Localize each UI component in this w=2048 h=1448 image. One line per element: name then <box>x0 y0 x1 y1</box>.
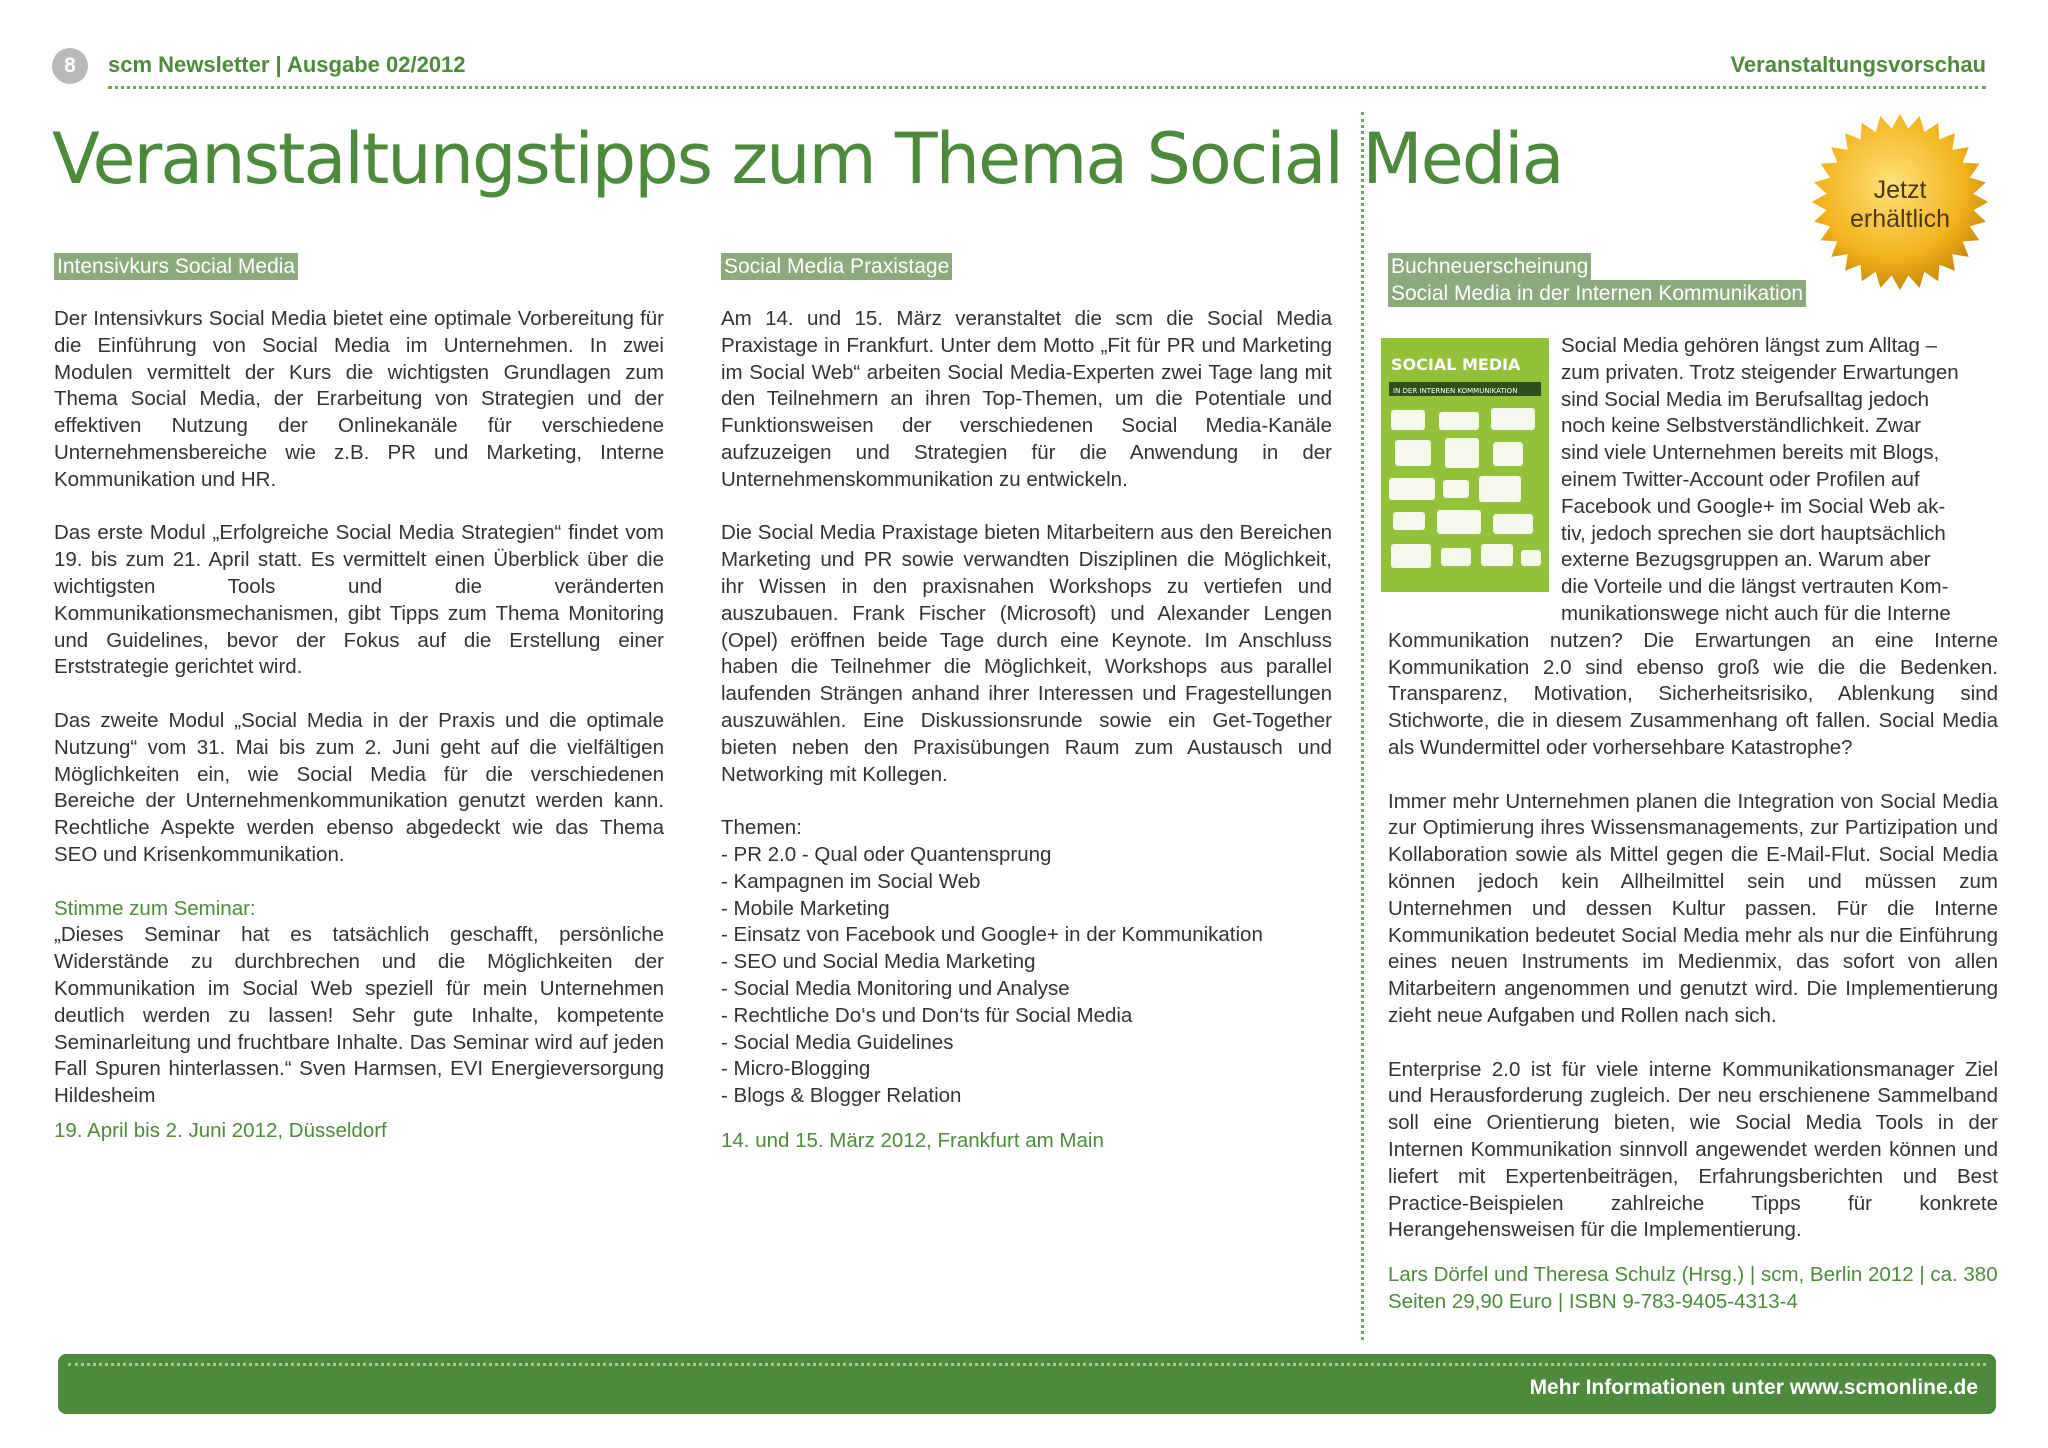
paragraph: Kommunikation nutzen? Die Erwartungen an eine Interne Kommunikation 2.0 sind ebenso groß wie die die Bedenken. Transparenz, Motivation, Sicherheitsrisiko, Ablenkung sind Stichworte, die in diesem Zusammenhang oft fallen. Social Media als Wundermittel oder vorhersehbare Katastrophe? <box>1388 628 1998 759</box>
text-line: sind viele Unternehmen bereits mit Blogs, <box>1561 441 1940 465</box>
column-praxistage <box>721 253 1332 1155</box>
section-heading-line2: Social Media in der Internen Kommunikation <box>1388 280 1806 307</box>
book-cover-image <box>1381 338 1549 592</box>
text-line: sind Social Media im Berufsalltag jedoch <box>1561 387 1930 411</box>
testimonial-quote: „Dieses Seminar hat es tatsächlich geschafft, persönliche Widerstände zu durchbrechen und die Möglichkeiten der Kommunikation im Social Web speziell für mein Unternehmen deutlich werden zu lassen! Sehr gute Inhalte, kompetente Seminarleitung und fruchtbare Inhalte. Das Seminar wird auf jeden Fall Spuren hinterlassen.“ Sven Harmsen, EVI Energieversorgung Hildesheim <box>54 923 664 1108</box>
text-line: Social Media gehören längst zum Alltag – <box>1561 334 1938 357</box>
list-item: - Social Media Monitoring und Analyse <box>721 976 1070 1000</box>
paragraph: Die Social Media Praxistage bieten Mitarbeitern aus den Bereichen Marketing und PR sowie verwandten Disziplinen die Möglichkeit, ihr Wissen in den praxisnahen Workshops zu vertiefen und auszubauen. Frank Fischer (Microsoft) und Alexander Lengen (Opel) eröffnen beide Tage durch eine Keynote. Im Anschluss haben die Teilnehmer die Möglichkeit, Workshops aus parallel laufenden Strängen anhand ihrer Interessen und Fragestellungen auszuwählen. Eine Diskussionsrunde sowie ein Get-Together bieten neben den Praxisübungen Raum zum Austausch und Networking mit Kollegen. <box>721 521 1332 786</box>
badge-line: Jetzt <box>1873 176 1927 204</box>
publication-title: scm Newsletter | Ausgabe 02/2012 <box>108 52 466 77</box>
book-cover-subtitle: IN DER INTERNEN KOMMUNIKATION <box>1393 387 1518 395</box>
paragraph: Der Intensivkurs Social Media bietet eine optimale Vorbereitung für die Einführung von Social Media im Unternehmen. In zwei Modulen vermittelt der Kurs die wichtigsten Grundlagen zum Thema Social Media, der Erarbeitung von Strategien und der effektiven Nutzung der Onlinekanäle für verschiedene Unternehmensbereiche wie z.B. PR und Marketing, Interne Kommunikation und HR. <box>54 307 664 491</box>
paragraph: Das zweite Modul „Social Media in der Praxis und die optimale Nutzung“ vom 31. Mai bis zum 2. Juni geht auf die vielfältigen Möglichkeiten ein, wie Social Media für die verschiedenen Bereiche der Unternehmenkommunikation genutzt werden kann. Rechtliche Aspekte werden ebenso abgedeckt wie das Thema SEO und Krisenkommunikation. <box>54 708 664 866</box>
event-date-location: 19. April bis 2. Juni 2012, Düsseldorf <box>54 1118 387 1142</box>
text-line: munikationswege nicht auch für die Interne <box>1561 601 1951 625</box>
text-line: die Vorteile und die längst vertrauten Kom- <box>1561 575 1949 599</box>
list-item: - Micro-Blogging <box>721 1057 871 1081</box>
list-item: - Mobile Marketing <box>721 896 890 920</box>
list-item: - Blogs & Blogger Relation <box>721 1084 962 1108</box>
section-name: Veranstaltungsvorschau <box>1730 52 1986 77</box>
text-line: noch keine Selbstverständlichkeit. Zwar <box>1561 414 1922 438</box>
page-number: 8 <box>52 48 88 84</box>
page-header <box>52 46 1986 86</box>
list-item: - Einsatz von Facebook und Google+ in der Kommunikation <box>721 923 1263 947</box>
list-item: - PR 2.0 - Qual oder Quantensprung <box>721 842 1052 866</box>
page-title: Veranstaltungstipps zum Thema Social Media <box>52 118 1563 200</box>
text-line: zum privaten. Trotz steigender Erwartungen <box>1561 360 1959 384</box>
section-heading-line1: Buchneuerscheinung <box>1388 253 1591 280</box>
column-intensivkurs <box>54 253 664 1145</box>
topics-list <box>721 842 1332 1110</box>
paragraph: Das erste Modul „Erfolgreiche Social Media Strategien“ findet vom 19. bis zum 21. April statt. Es vermittelt einen Überblick über die wichtigsten Tools und die veränderten Kommunikationsmechanismen, gibt Tipps zum Thema Monitoring und Guidelines, bevor der Fokus auf die Erstellung einer Erststrategie gerichtet wird. <box>54 521 664 679</box>
section-heading: Intensivkurs Social Media <box>54 253 298 280</box>
book-cover-graphic <box>1381 338 1549 592</box>
column-divider <box>1361 112 1364 1340</box>
text-line: einem Twitter-Account oder Profilen auf <box>1561 467 1920 491</box>
header-dotted-rule <box>108 86 1986 89</box>
list-item: - Kampagnen im Social Web <box>721 869 981 893</box>
text-line: tiv, jedoch sprechen sie dort hauptsächlich <box>1561 521 1946 545</box>
badge-text <box>1810 176 1990 234</box>
paragraph: Am 14. und 15. März veranstaltet die scm die Social Media Praxistage in Frankfurt. Unter dem Motto „Fit für PR und Marketing im Social Web“ arbeiten Social Media-Experten zwei Tage lang mit den Teilnehmern an ihren Top-Themen, um die Potentiale und Funktionsweisen der verschiedenen Social Media-Kanäle aufzuzeigen und Strategien für die Anwendung in der Unternehmenskommunikation zu entwickeln. <box>721 307 1332 491</box>
list-item: - SEO und Social Media Marketing <box>721 950 1036 974</box>
section-heading: Social Media Praxistage <box>721 253 952 280</box>
event-date-location: 14. und 15. März 2012, Frankfurt am Main <box>721 1128 1104 1152</box>
list-item: - Social Media Guidelines <box>721 1030 954 1054</box>
list-item: - Rechtliche Do‘s und Don‘ts für Social Media <box>721 1003 1133 1027</box>
book-cover-title: SOCIAL MEDIA <box>1391 355 1521 374</box>
book-details: Lars Dörfel und Theresa Schulz (Hrsg.) | scm, Berlin 2012 | ca. 380 Seiten 29,90 Euro | ISBN 9-783-9405-4313-4 <box>1388 1263 1998 1313</box>
paragraph: Enterprise 2.0 ist für viele interne Kommunikationsmanager Ziel und Herausforderung zugleich. Der neu erschienene Sammelband soll eine Orientierung bieten, wie Social Media Tools in der Internen Kommunikation sinnvoll angewendet werden können und liefert mit Expertenbeiträgen, Erfahrungsberichten und Best Practice-Beispielen zahlreiche Tipps für konkrete Herangehensweisen für die Implementierung. <box>1388 1057 1998 1242</box>
text-line: externe Bezugsgruppen an. Warum aber <box>1561 548 1931 572</box>
text-line: Facebook und Google+ im Social Web ak- <box>1561 494 1946 518</box>
topics-label: Themen: <box>721 816 802 840</box>
footer-dotted-rule <box>68 1363 1986 1366</box>
badge-line: erhältlich <box>1849 205 1951 233</box>
more-info-link[interactable]: Mehr Informationen unter www.scmonline.de <box>1529 1376 1978 1399</box>
paragraph: Immer mehr Unternehmen planen die Integration von Social Media zur Optimierung ihres Wissensmanagements, zur Partizipation und Kollaboration sowie als Mittel gegen die E-Mail-Flut. Social Media können jedoch kein Allheilmittel sein und müssen zum Unternehmen und dessen Kultur passen. Für die Interne Kommunikation bedeutet Social Media mehr als nur die Einführung eines neuen Instruments im Medienmix, das sofort von allen Mitarbeitern angenommen und genutzt wird. Die Implementierung zieht neue Aufgaben und Rollen nach sich. <box>1388 789 1998 1027</box>
now-available-badge <box>1810 112 1990 292</box>
quote-label: Stimme zum Seminar: <box>54 896 256 920</box>
footer-bar <box>58 1354 1996 1414</box>
